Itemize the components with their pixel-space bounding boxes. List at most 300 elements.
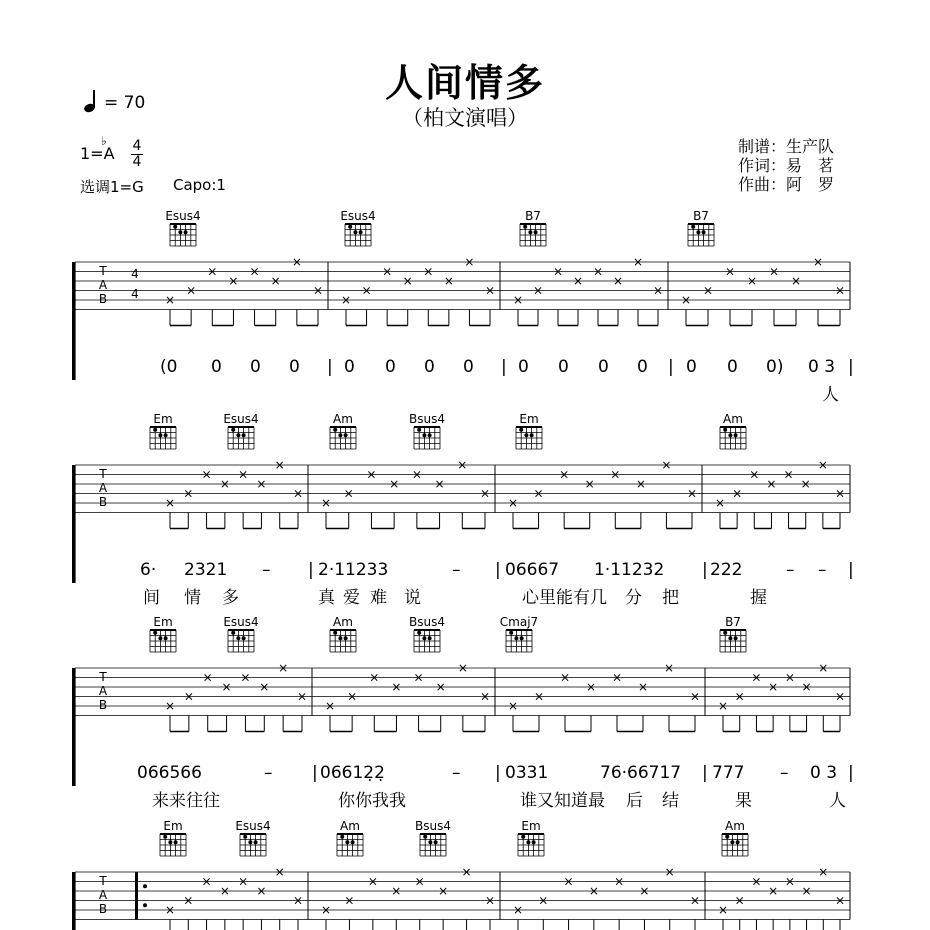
jianpu-note: 222 [710,560,743,580]
strum-x: × [484,893,496,908]
transpose-key: 选调1=G [80,178,144,196]
chord-name: Bsus4 [409,615,445,629]
jianpu-note: 0 [518,357,529,377]
chord-dot [340,835,344,839]
strum-x: × [572,274,584,288]
strum-x: × [717,903,729,917]
strum-x: × [391,884,402,898]
chord-dot [348,225,352,229]
chord-dot [345,840,349,844]
strum-x: × [588,884,599,898]
chord-dot [338,636,342,640]
chord-dot [158,433,162,437]
strum-x: × [661,458,672,472]
tab-letter: A [98,684,108,698]
jianpu-note: – [452,560,461,580]
strum-x: × [749,467,760,482]
strum-x: × [686,486,698,501]
strum-x: × [818,865,829,879]
chord-name: Bsus4 [409,412,445,426]
lyric: 间 [143,588,160,608]
chord-dot [519,428,523,432]
strum-x: × [484,283,496,298]
jianpu-note: 0 3 [810,763,838,783]
lyric: 人 [822,385,839,405]
chord-dot [428,840,432,844]
strum-x: × [164,496,176,510]
chord-dot [728,636,732,640]
strum-x: × [702,283,714,298]
strum-x: × [533,689,545,704]
chord-dot [243,835,247,839]
strum-x: × [611,670,623,685]
strum-x: × [538,893,549,908]
lyric: 说 [404,588,421,608]
jianpu-note: (0 [160,357,178,377]
jianpu-note: 0 [289,357,300,377]
lyric: 谁又知道最 [520,791,605,811]
strum-x: × [783,467,794,482]
strum-x: × [663,661,675,675]
jianpu-note: – [818,560,827,580]
strum-x: × [717,699,729,713]
chord-dot [163,835,167,839]
chord-dot [153,428,157,432]
chord-dot [353,230,357,234]
chord-dot [702,230,706,234]
chord-name: Em [521,819,541,833]
strum-x: × [435,680,446,694]
lyric: 心里能有几 [522,588,607,608]
strum-x: × [559,467,570,482]
chord-dot [736,840,740,844]
strum-x: × [585,680,597,694]
chord-dot [523,225,527,229]
strum-x: × [734,893,745,908]
key-signature: 1=A [80,144,115,163]
strum-x: × [714,496,726,510]
strum-x: × [201,467,212,482]
jianpu-note: 2·11233 [318,560,389,580]
strum-x: × [221,680,232,694]
chord-dot [509,631,513,635]
lyric: 难 [370,588,387,608]
jianpu-note: | [702,763,708,783]
strum-x: × [479,486,491,501]
strum-x: × [801,680,812,694]
chord-dot [178,230,182,234]
chord-dot [333,428,337,432]
strum-x: × [389,477,400,491]
tab-letter: T [99,264,107,278]
chord-name: Em [153,615,173,629]
chord-dot [417,428,421,432]
strum-x: × [367,874,378,889]
song-title: 人间情多 [384,61,545,105]
jianpu-note: 0331 [505,763,549,783]
strum-x: × [402,274,413,288]
strum-x: × [183,486,194,501]
lyric: 果 [735,791,752,811]
chord-dot [728,433,732,437]
lyric: 握 [750,588,767,608]
chord-dot [184,230,188,234]
strum-x: × [414,874,425,889]
strum-x: × [512,293,524,307]
strum-x: × [382,264,393,279]
jianpu-note: 06612̣2̣ [320,763,385,783]
strum-x: × [680,293,692,307]
chord-dot [434,840,438,844]
strum-x: × [507,699,519,713]
chord-name: B7 [693,209,709,223]
chord-dot [734,433,738,437]
strum-x: × [219,477,230,491]
strum-x: × [689,689,701,704]
strum-x: × [766,477,777,491]
repeat-dot [143,903,147,907]
chord-dot [248,840,252,844]
song-subtitle: （柏文演唱） [402,106,528,130]
strum-x: × [413,670,424,685]
strum-x: × [614,874,625,889]
strum-x: × [183,893,194,908]
strum-x: × [320,496,332,510]
strum-x: × [784,874,795,889]
strum-x: × [443,274,454,288]
strum-x: × [340,293,352,307]
tab-letter: B [98,292,108,306]
strum-x: × [296,689,308,704]
jianpu-note: | [312,763,318,783]
jianpu-note: – [452,763,461,783]
strum-x: × [801,884,812,898]
strum-x: × [238,467,249,482]
strum-x: × [292,486,304,501]
chord-name: Esus4 [340,209,376,223]
strum-x: × [800,477,811,491]
chord-name: Em [163,819,183,833]
lyric: 爱 [343,588,360,608]
strum-x: × [768,884,779,898]
strum-x: × [784,670,795,685]
strum-x: × [512,903,524,917]
strum-x: × [584,477,595,491]
tab-ts: 4 [131,287,139,301]
tab-letter: B [98,698,108,712]
strum-x: × [768,680,779,694]
chord-dot [359,230,363,234]
lyric: 来来往往 [152,791,220,811]
chord-name: Esus4 [223,412,259,426]
strum-x: × [610,467,621,482]
credit-transcriber: 制谱：生产队 [738,137,835,156]
strum-x: × [751,670,762,685]
chord-dot [164,636,168,640]
tab-letter: A [98,888,108,902]
jianpu-note: – [264,763,273,783]
strum-x: × [457,661,468,675]
jianpu-note: 6· [140,560,157,580]
jianpu-note: – [262,560,271,580]
tab-letter: T [99,670,107,684]
strum-x: × [612,274,624,288]
strum-x: × [559,670,571,685]
chord-name: Em [519,412,539,426]
lyric: 真 [318,588,335,608]
chord-name: Am [340,819,360,833]
strum-x: × [689,893,701,908]
jianpu-note: 0 [385,357,396,377]
strum-x: × [817,458,828,472]
strum-x: × [724,264,736,279]
strum-x: × [274,458,285,472]
strum-x: × [411,467,422,482]
strum-x: × [202,670,213,685]
strum-x: × [256,884,267,898]
chord-dot [231,428,235,432]
jianpu-note: 0) [766,357,784,377]
chord-dot [723,631,727,635]
chord-dot [428,433,432,437]
chord-dot [521,835,525,839]
lyric: 人 [829,791,846,811]
chord-dot [428,636,432,640]
lyric: 分 [625,588,642,608]
strum-x: × [240,670,251,685]
strum-x: × [259,680,270,694]
chord-dot [158,636,162,640]
jianpu-note: 2321 [184,560,228,580]
chord-dot [696,230,700,234]
chord-dot [333,631,337,635]
credit-composer: 作曲：阿 罗 [738,175,835,194]
chord-dot [338,433,342,437]
jianpu-note: | [848,560,854,580]
strum-x: × [552,264,564,279]
jianpu-note: 0 [558,357,569,377]
strum-x: × [274,865,285,879]
strum-x: × [164,293,176,307]
jianpu-note: | [668,357,674,377]
tab-letter: B [98,902,108,916]
jianpu-note: 0 [424,357,435,377]
chord-dot [231,631,235,635]
lyric: 后 [626,791,643,811]
chord-name: Cmaj7 [499,615,539,629]
tab-letter: A [98,278,108,292]
strum-x: × [834,486,846,501]
strum-x: × [391,680,402,694]
chord-dot [520,636,524,640]
chord-name: B7 [725,615,741,629]
strum-x: × [834,283,846,298]
strum-x: × [186,283,197,298]
strum-x: × [312,283,324,298]
chord-dot [254,840,258,844]
chord-dot [236,433,240,437]
strum-x: × [292,893,304,908]
credit-lyricist: 作词：易 茗 [738,156,835,175]
strum-x: × [652,283,664,298]
jianpu-note: | [327,357,333,377]
chord-dot [344,433,348,437]
chord-dot [153,631,157,635]
chord-dot [422,433,426,437]
system-bracket [72,262,75,380]
chord-name: Bsus4 [415,819,451,833]
strum-x: × [343,486,354,501]
strum-x: × [637,680,649,694]
chord-dot [344,636,348,640]
chord-name: Em [153,412,173,426]
strum-x: × [734,689,745,704]
chord-dot [691,225,695,229]
strum-x: × [834,893,846,908]
jianpu-note: | [702,560,708,580]
strum-x: × [249,264,260,279]
jianpu-note: – [786,560,795,580]
tab-ts: 4 [131,267,139,281]
repeat-bar [135,872,138,920]
system-bracket [72,668,75,786]
strum-x: × [324,699,336,713]
lyric: 结 [662,791,679,811]
jianpu-note: 0 [250,357,261,377]
capo-position: Capo:1 [173,176,226,194]
chord-dot [242,433,246,437]
strum-x: × [479,689,491,704]
strum-x: × [219,884,230,898]
chord-dot [236,636,240,640]
strum-x: × [812,255,824,269]
system-bracket [72,872,75,930]
chord-name: Am [333,615,353,629]
lyric: 你你我我 [338,791,406,811]
strum-x: × [207,264,218,279]
repeat-dot [143,884,147,888]
chord-dot [528,230,532,234]
tab-letter: A [98,481,108,495]
jianpu-note: 0 [637,357,648,377]
jianpu-note: 0 [463,357,474,377]
strum-x: × [768,264,780,279]
jianpu-note: 777 [712,763,745,783]
chord-dot [723,428,727,432]
strum-x: × [438,884,449,898]
strum-x: × [533,486,544,501]
strum-x: × [361,283,372,298]
chord-dot [734,636,738,640]
chord-dot [524,433,528,437]
flat-sign: ♭ [101,134,107,148]
strum-x: × [464,255,475,269]
lyric: 情 [184,588,201,608]
strum-x: × [790,274,802,288]
chord-name: Am [725,819,745,833]
jianpu-note: 0 [598,357,609,377]
lyric: 把 [662,588,679,608]
jianpu-note: 066566 [137,763,202,783]
strum-x: × [818,661,829,675]
chord-dot [530,433,534,437]
lyric: 多 [222,588,239,608]
chord-name: B7 [525,209,541,223]
tab-letter: B [98,495,108,509]
strum-x: × [461,865,472,879]
jianpu-note: | [308,560,314,580]
strum-x: × [664,865,675,879]
chord-dot [514,636,518,640]
jianpu-note: 1·11232 [594,560,665,580]
strum-x: × [320,903,332,917]
jianpu-note: – [780,763,789,783]
strum-x: × [278,661,289,675]
jianpu-note: 0 3 [808,357,836,377]
jianpu-note: 0 [211,357,222,377]
strum-x: × [201,874,212,889]
chord-name: Am [723,412,743,426]
strum-x: × [732,486,743,501]
strum-x: × [746,274,758,288]
strum-x: × [592,264,604,279]
chord-dot [168,840,172,844]
strum-x: × [635,477,646,491]
chord-dot [730,840,734,844]
strum-x: × [423,264,434,279]
system-bracket [72,465,75,583]
strum-x: × [457,458,468,472]
chord-dot [423,835,427,839]
jianpu-note: | [848,357,854,377]
strum-x: × [291,255,302,269]
strum-x: × [344,893,355,908]
strum-x: × [164,699,176,713]
chord-dot [417,631,421,635]
chord-name: Esus4 [235,819,271,833]
strum-x: × [751,874,762,889]
jianpu-note: | [501,357,507,377]
tab-letter: T [99,874,107,888]
jianpu-note: | [848,763,854,783]
chord-dot [534,230,538,234]
chord-dot [164,433,168,437]
jianpu-note: 76·66717 [600,763,682,783]
strum-x: × [366,467,377,482]
strum-x: × [369,670,380,685]
chord-dot [725,835,729,839]
tempo-value: = 70 [104,93,146,113]
strum-x: × [507,496,519,510]
chord-dot [173,225,177,229]
ts-top: 4 [132,138,142,154]
strum-x: × [347,689,358,704]
ts-bottom: 4 [132,154,142,170]
chord-name: Esus4 [165,209,201,223]
chord-dot [174,840,178,844]
jianpu-note: | [495,763,501,783]
jianpu-note: 0 [686,357,697,377]
strum-x: × [434,477,445,491]
jianpu-note: 0 [727,357,738,377]
strum-x: × [532,283,544,298]
chord-dot [242,636,246,640]
strum-x: × [238,874,249,889]
strum-x: × [639,884,650,898]
strum-x: × [834,689,846,704]
chord-dot [422,636,426,640]
jianpu-note: 0 [344,357,355,377]
